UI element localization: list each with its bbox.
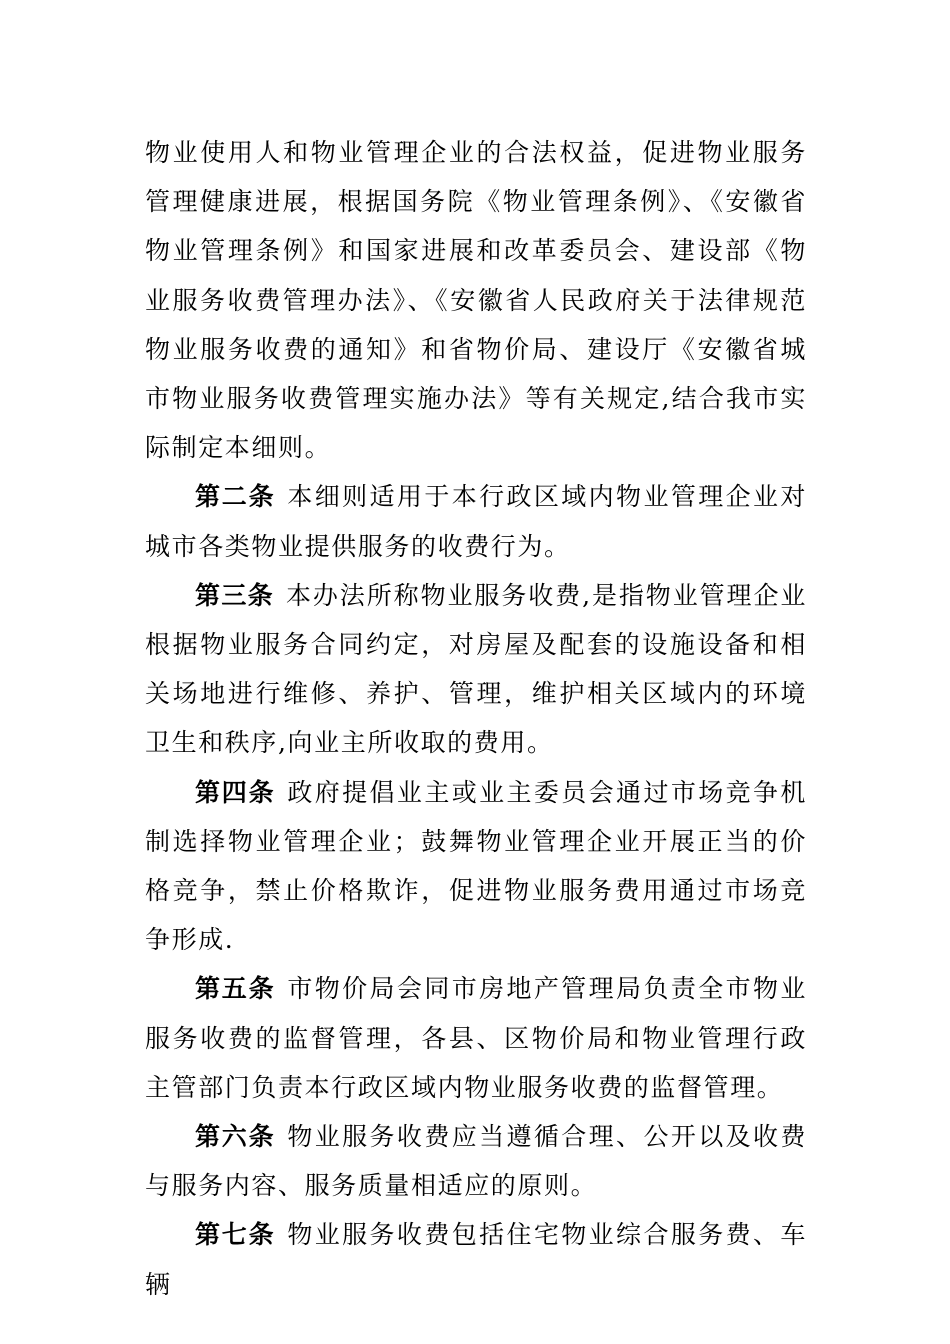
article-text: 物业服务收费包括住宅物业综合服务费、车辆 (145, 1220, 807, 1299)
article-text: 物业服务收费应当遵循合理、公开以及收费与服务内容、服务质量相适应的原则。 (145, 1122, 807, 1201)
article-label: 第七条 (195, 1220, 276, 1250)
article-label: 第三条 (195, 580, 274, 610)
article-5 (145, 964, 807, 1112)
article-3 (145, 571, 807, 768)
article-text: 市物价局会同市房地产管理局负责全市物业服务收费的监督管理，各县、区物价局和物业管理行政主管部门负责本行政区域内物业服务收费的监督管理。 (145, 974, 807, 1102)
article-text: 本办法所称物业服务收费,是指物业管理企业根据物业服务合同约定，对房屋及配套的设施设备和相关场地进行维修、养护、管理，维护相关区域内的环境卫生和秩序,向业主所收取的费用。 (145, 580, 807, 758)
article-label: 第六条 (195, 1122, 276, 1152)
document-body (145, 128, 807, 1309)
article-label: 第五条 (195, 974, 276, 1004)
article-4 (145, 768, 807, 965)
paragraph-continuation (145, 128, 807, 472)
article-7 (145, 1210, 807, 1308)
article-6 (145, 1112, 807, 1210)
article-label: 第四条 (195, 777, 276, 807)
paragraph-text: 物业使用人和物业管理企业的合法权益，促进物业服务管理健康进展，根据国务院《物业管理条例》、《安徽省物业管理条例》和国家进展和改革委员会、建设部《物业服务收费管理办法》、《安徽省人民政府关于法律规范物业服务收费的通知》和省物价局、建设厅《安徽省城市物业服务收费管理实施办法》等有关规定,结合我市实际制定本细则。 (145, 138, 807, 463)
article-text: 本细则适用于本行政区域内物业管理企业对城市各类物业提供服务的收费行为。 (145, 482, 807, 561)
article-text: 政府提倡业主或业主委员会通过市场竞争机制选择物业管理企业；鼓舞物业管理企业开展正当的价格竞争，禁止价格欺诈，促进物业服务费用通过市场竞争形成. (145, 777, 807, 955)
article-label: 第二条 (195, 482, 276, 512)
article-2 (145, 472, 807, 570)
